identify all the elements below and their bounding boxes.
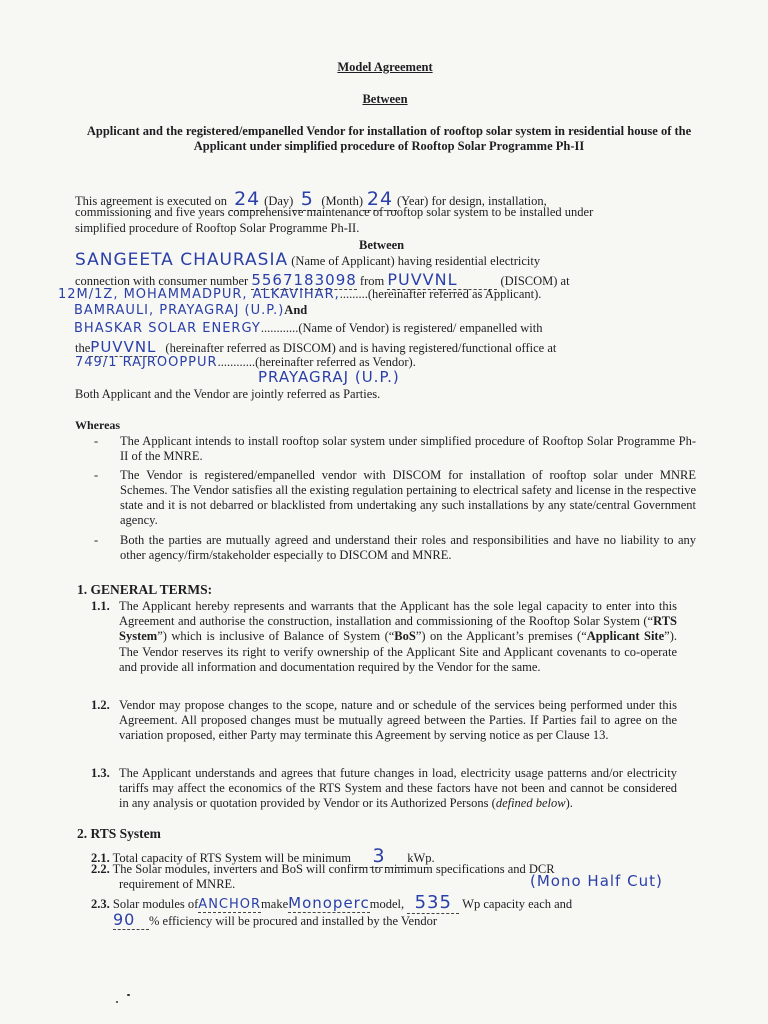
whereas-heading: Whereas <box>75 418 121 432</box>
vendor-address-2: PRAYAGRAJ (U.P.) <box>258 368 400 386</box>
year-value: 24 <box>363 188 397 211</box>
vendor-line <box>74 321 542 336</box>
clause-text: The Solar modules, inverters and BoS will confirm to minimum specifications and DCR <box>112 862 555 876</box>
month-label: (Month) <box>321 194 363 208</box>
clause-text: The Applicant understands and agrees that future changes in load, electricity usage patterns and/or electricity tariffs may affect the economics of the RTS System and these factors have not been and cannot be considered in any analysis or quotation provided by Vendor or its Authorized Persons ( <box>119 766 677 811</box>
between-heading: Between <box>362 92 408 106</box>
parties-line: Both Applicant and the Vendor are jointly referred as Parties. <box>75 387 381 401</box>
defined-term-bos: BoS <box>394 629 416 644</box>
clause-number: 1.1. <box>91 599 110 613</box>
scan-speck <box>127 994 130 996</box>
defined-term-applicant-site: Applicant Site <box>586 629 665 644</box>
bullet-marker: - <box>94 533 99 547</box>
model-label: model, <box>369 897 405 911</box>
efficiency-value: 90 <box>113 910 149 930</box>
applicant-discom: PUVVNL <box>387 270 497 290</box>
applicant-line <box>75 250 540 270</box>
day-value: 24 <box>230 188 264 211</box>
between-label: Between <box>359 238 405 252</box>
efficiency-line <box>113 910 437 930</box>
applicant-address-2: BAMRAULI, PRAYAGRAJ (U.P.) <box>74 303 285 318</box>
vendor-discom: PUVVNL <box>90 338 162 357</box>
module-type-note: (Mono Half Cut) <box>530 872 663 890</box>
clause-number: 1.2. <box>91 698 110 712</box>
connection-prefix: connection with consumer number <box>75 274 249 288</box>
efficiency-suffix: % efficiency will be procured and installed by the Vendor <box>149 914 437 928</box>
clause-number: 1.3. <box>91 766 110 780</box>
from-text: from <box>359 274 385 288</box>
vendor-address-1: 749/1 RAJROOPPUR <box>75 355 218 370</box>
clause-1-1 <box>119 599 677 675</box>
capacity-unit: kWp. <box>407 851 435 865</box>
vendor-name-suffix: ............(Name of Vendor) is registered/ empanelled with <box>260 321 543 335</box>
module-wp: 535 <box>407 892 459 914</box>
clause-2-2 <box>91 862 555 877</box>
section2-heading: 2. RTS System <box>77 826 161 841</box>
clause-number: 2.2. <box>91 862 110 876</box>
whereas-item-2: The Vendor is registered/empanelled vendor with DISCOM for installation of rooftop solar under MNRE Schemes. The Vendor satisfies all the existing regulation pertaining to electrical safety and license in the respective state and it is not debarred or blacklisted from undertaking any such installations by any state/central Government agency. <box>120 468 696 527</box>
month-value: 5 <box>293 188 321 211</box>
clause-text: ). <box>565 796 573 811</box>
bullet-marker: - <box>94 468 99 482</box>
clause-2-2-line2: requirement of MNRE. <box>119 877 236 891</box>
clause-italic: defined below <box>495 796 566 811</box>
consumer-number: 5567183098 <box>251 271 357 289</box>
clause-text: ”) which is inclusive of Balance of System (“ <box>157 629 395 644</box>
section1-heading: 1. GENERAL TERMS: <box>77 582 213 597</box>
scan-speck <box>116 1001 118 1003</box>
clause-number: 2.1. <box>91 851 110 865</box>
module-make: ANCHOR <box>198 897 262 912</box>
clause-text: ”) on the Applicant’s premises (“ <box>415 629 587 644</box>
applicant-discom-suffix: (DISCOM) at <box>500 274 570 288</box>
executed-prefix: This agreement is executed on <box>75 194 228 208</box>
applicant-address-line-2 <box>74 303 307 318</box>
defined-term-rts-system: RTS System <box>119 614 677 644</box>
day-label: (Day) <box>264 194 294 208</box>
vendor-address-suffix: ............(hereinafter referred as Vendor). <box>217 355 416 369</box>
module-model: Monoperc <box>288 894 370 912</box>
vendor-name: BHASKAR SOLAR ENERGY <box>74 321 261 336</box>
document-subtitle: Applicant and the registered/empanelled Vendor for installation of rooftop solar system in residential house of the Applicant under simplified procedure of Rooftop Solar Programme Ph-II <box>86 124 692 153</box>
document-title: Model Agreement <box>337 60 433 74</box>
executed-line-2: commissioning and five years comprehensive maintenance of rooftop solar system to be installed under <box>75 205 594 219</box>
modules-prefix: Solar modules of <box>112 897 199 911</box>
clause-1-3 <box>119 766 677 812</box>
vendor-discom-suffix: (hereinafter referred as DISCOM) and is having registered/functional office at <box>165 341 557 355</box>
applicant-name-suffix: (Name of Applicant) having residential electricity <box>291 254 541 268</box>
bullet-marker: - <box>94 434 99 448</box>
applicant-address-line <box>58 287 541 302</box>
applicant-name: SANGEETA CHAURASIA <box>75 250 289 270</box>
whereas-item-1: The Applicant intends to install rooftop solar system under simplified procedure of Rooftop Solar Programme Ph-II of the MNRE. <box>120 434 696 463</box>
executed-line-3: simplified procedure of Rooftop Solar Programme Ph-II. <box>75 221 360 235</box>
clause-number: 2.3. <box>91 897 110 911</box>
make-label: make <box>261 897 289 911</box>
vendor-the: the <box>75 341 91 355</box>
clause-1-2: Vendor may propose changes to the scope, nature and or schedule of the services being performed under this Agreement. All proposed changes must be mutually agreed between the Parties. If Parties fail to agree on the variation proposed, either Party may terminate this Agreement by serving notice as per Clause 13. <box>119 698 677 743</box>
applicant-address-1: 12M/1Z, MOHAMMADPUR, ALKAVIHAR, <box>58 287 340 302</box>
capacity-value: 3 <box>354 845 404 868</box>
and-label: And <box>284 303 308 317</box>
whereas-item-3: Both the parties are mutually agreed and understand their roles and responsibilities and have no liability to any other agency/firm/stakeholder especially to DISCOM and MNRE. <box>120 533 696 562</box>
vendor-address-line-2 <box>258 368 400 386</box>
capacity-prefix: Total capacity of RTS System will be minimum <box>112 851 351 865</box>
clause-text: ”). The Vendor reserves its right to verify ownership of the Applicant Site and Applicant covenants to co-operate and provide all information and documentation required by the Vendor for the same. <box>119 629 677 674</box>
clause-text: The Applicant hereby represents and warrants that the Applicant has the sole legal capacity to enter into this Agreement and authorise the construction, installation and commissioning of the Rooftop Solar System (“ <box>119 599 677 629</box>
wp-label: Wp capacity each and <box>462 897 573 911</box>
year-label: (Year) for design, installation, <box>396 194 547 208</box>
applicant-address-suffix: .........(hereinafter referred as Applicant). <box>339 287 542 301</box>
